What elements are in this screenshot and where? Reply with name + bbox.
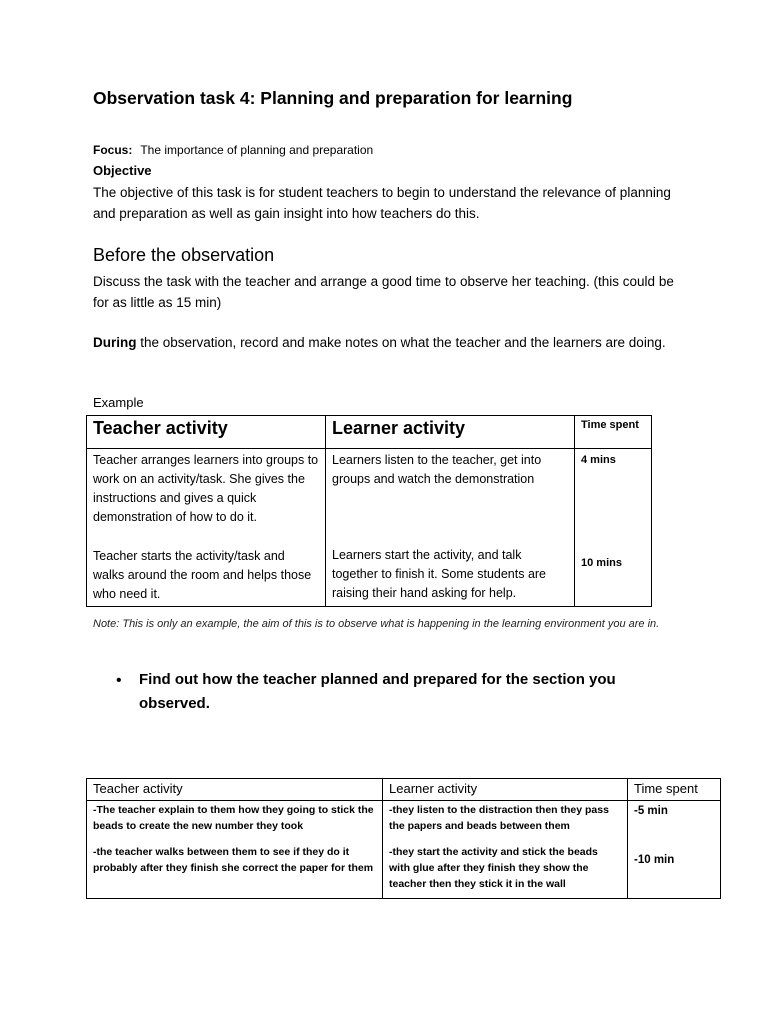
header-time-spent: Time spent [575, 416, 652, 449]
time-spent-2: 10 mins [581, 557, 622, 569]
observed-time-2: -10 min [634, 854, 675, 866]
learner-activity-1: Learners listen to the teacher, get into groups and watch the demonstration [332, 453, 542, 486]
during-label: During [93, 335, 137, 350]
observed-learner-1: -they listen to the distraction then they pass the papers and beads between them [389, 804, 609, 832]
table-cell [575, 449, 652, 607]
during-text: the observation, record and make notes on what the teacher and the learners are doing. [136, 335, 666, 350]
observed-learner-2: -they start the activity and stick the beads with glue after they finish they show the teacher then they stick it in the wall [389, 846, 598, 890]
header-teacher-activity: Teacher activity [87, 779, 383, 801]
focus-line [93, 143, 373, 157]
teacher-activity-2: Teacher starts the activity/task and walks around the room and helps those who need it. [93, 549, 312, 601]
task-instruction: Find out how the teacher planned and prepared for the section you observed. [139, 671, 616, 712]
header-learner-activity: Learner activity [383, 779, 628, 801]
objective-heading: Objective [93, 163, 152, 178]
header-teacher-activity: Teacher activity [87, 416, 326, 449]
focus-label: Focus: [93, 143, 133, 157]
example-label: Example [93, 395, 144, 410]
example-note: Note: This is only an example, the aim of this is to observe what is happening in the learning environment you are in. [93, 618, 660, 630]
table-cell [87, 449, 326, 607]
before-text: Discuss the task with the teacher and arrange a good time to observe her teaching. (this could be for as little as 15 min) [93, 274, 674, 310]
observed-teacher-2: -the teacher walks between them to see if they do it probably after they finish she correct the paper for them [93, 846, 374, 874]
table-cell [87, 801, 383, 899]
observed-teacher-1: -The teacher explain to them how they going to stick the beads to create the new number they took [93, 804, 374, 832]
observed-time-1: -5 min [634, 805, 668, 817]
example-table-header [87, 416, 652, 449]
example-table [86, 415, 652, 607]
time-spent-1: 4 mins [581, 454, 616, 466]
page-title: Observation task 4: Planning and preparation for learning [93, 88, 573, 108]
objective-text: The objective of this task is for student teachers to begin to understand the relevance of planning and preparation as well as gain insight into how teachers do this. [93, 185, 671, 221]
learner-activity-2: Learners start the activity, and talk together to finish it. Some students are raising their hand asking for help. [332, 548, 547, 600]
table-cell [628, 801, 721, 899]
table-row [87, 449, 652, 607]
focus-text: The importance of planning and preparation [140, 143, 374, 157]
header-time-spent: Time spent [628, 779, 721, 801]
table-cell [326, 449, 575, 607]
teacher-activity-1: Teacher arranges learners into groups to work on an activity/task. She gives the instructions and gives a quick demonstration of how to do it. [93, 453, 319, 524]
bullet-icon: • [116, 672, 122, 689]
table-row [87, 801, 721, 899]
observed-table-header [87, 779, 721, 801]
during-paragraph [93, 332, 693, 353]
observed-table [86, 778, 721, 899]
table-cell [383, 801, 628, 899]
before-heading: Before the observation [93, 245, 275, 265]
header-learner-activity: Learner activity [326, 416, 575, 449]
